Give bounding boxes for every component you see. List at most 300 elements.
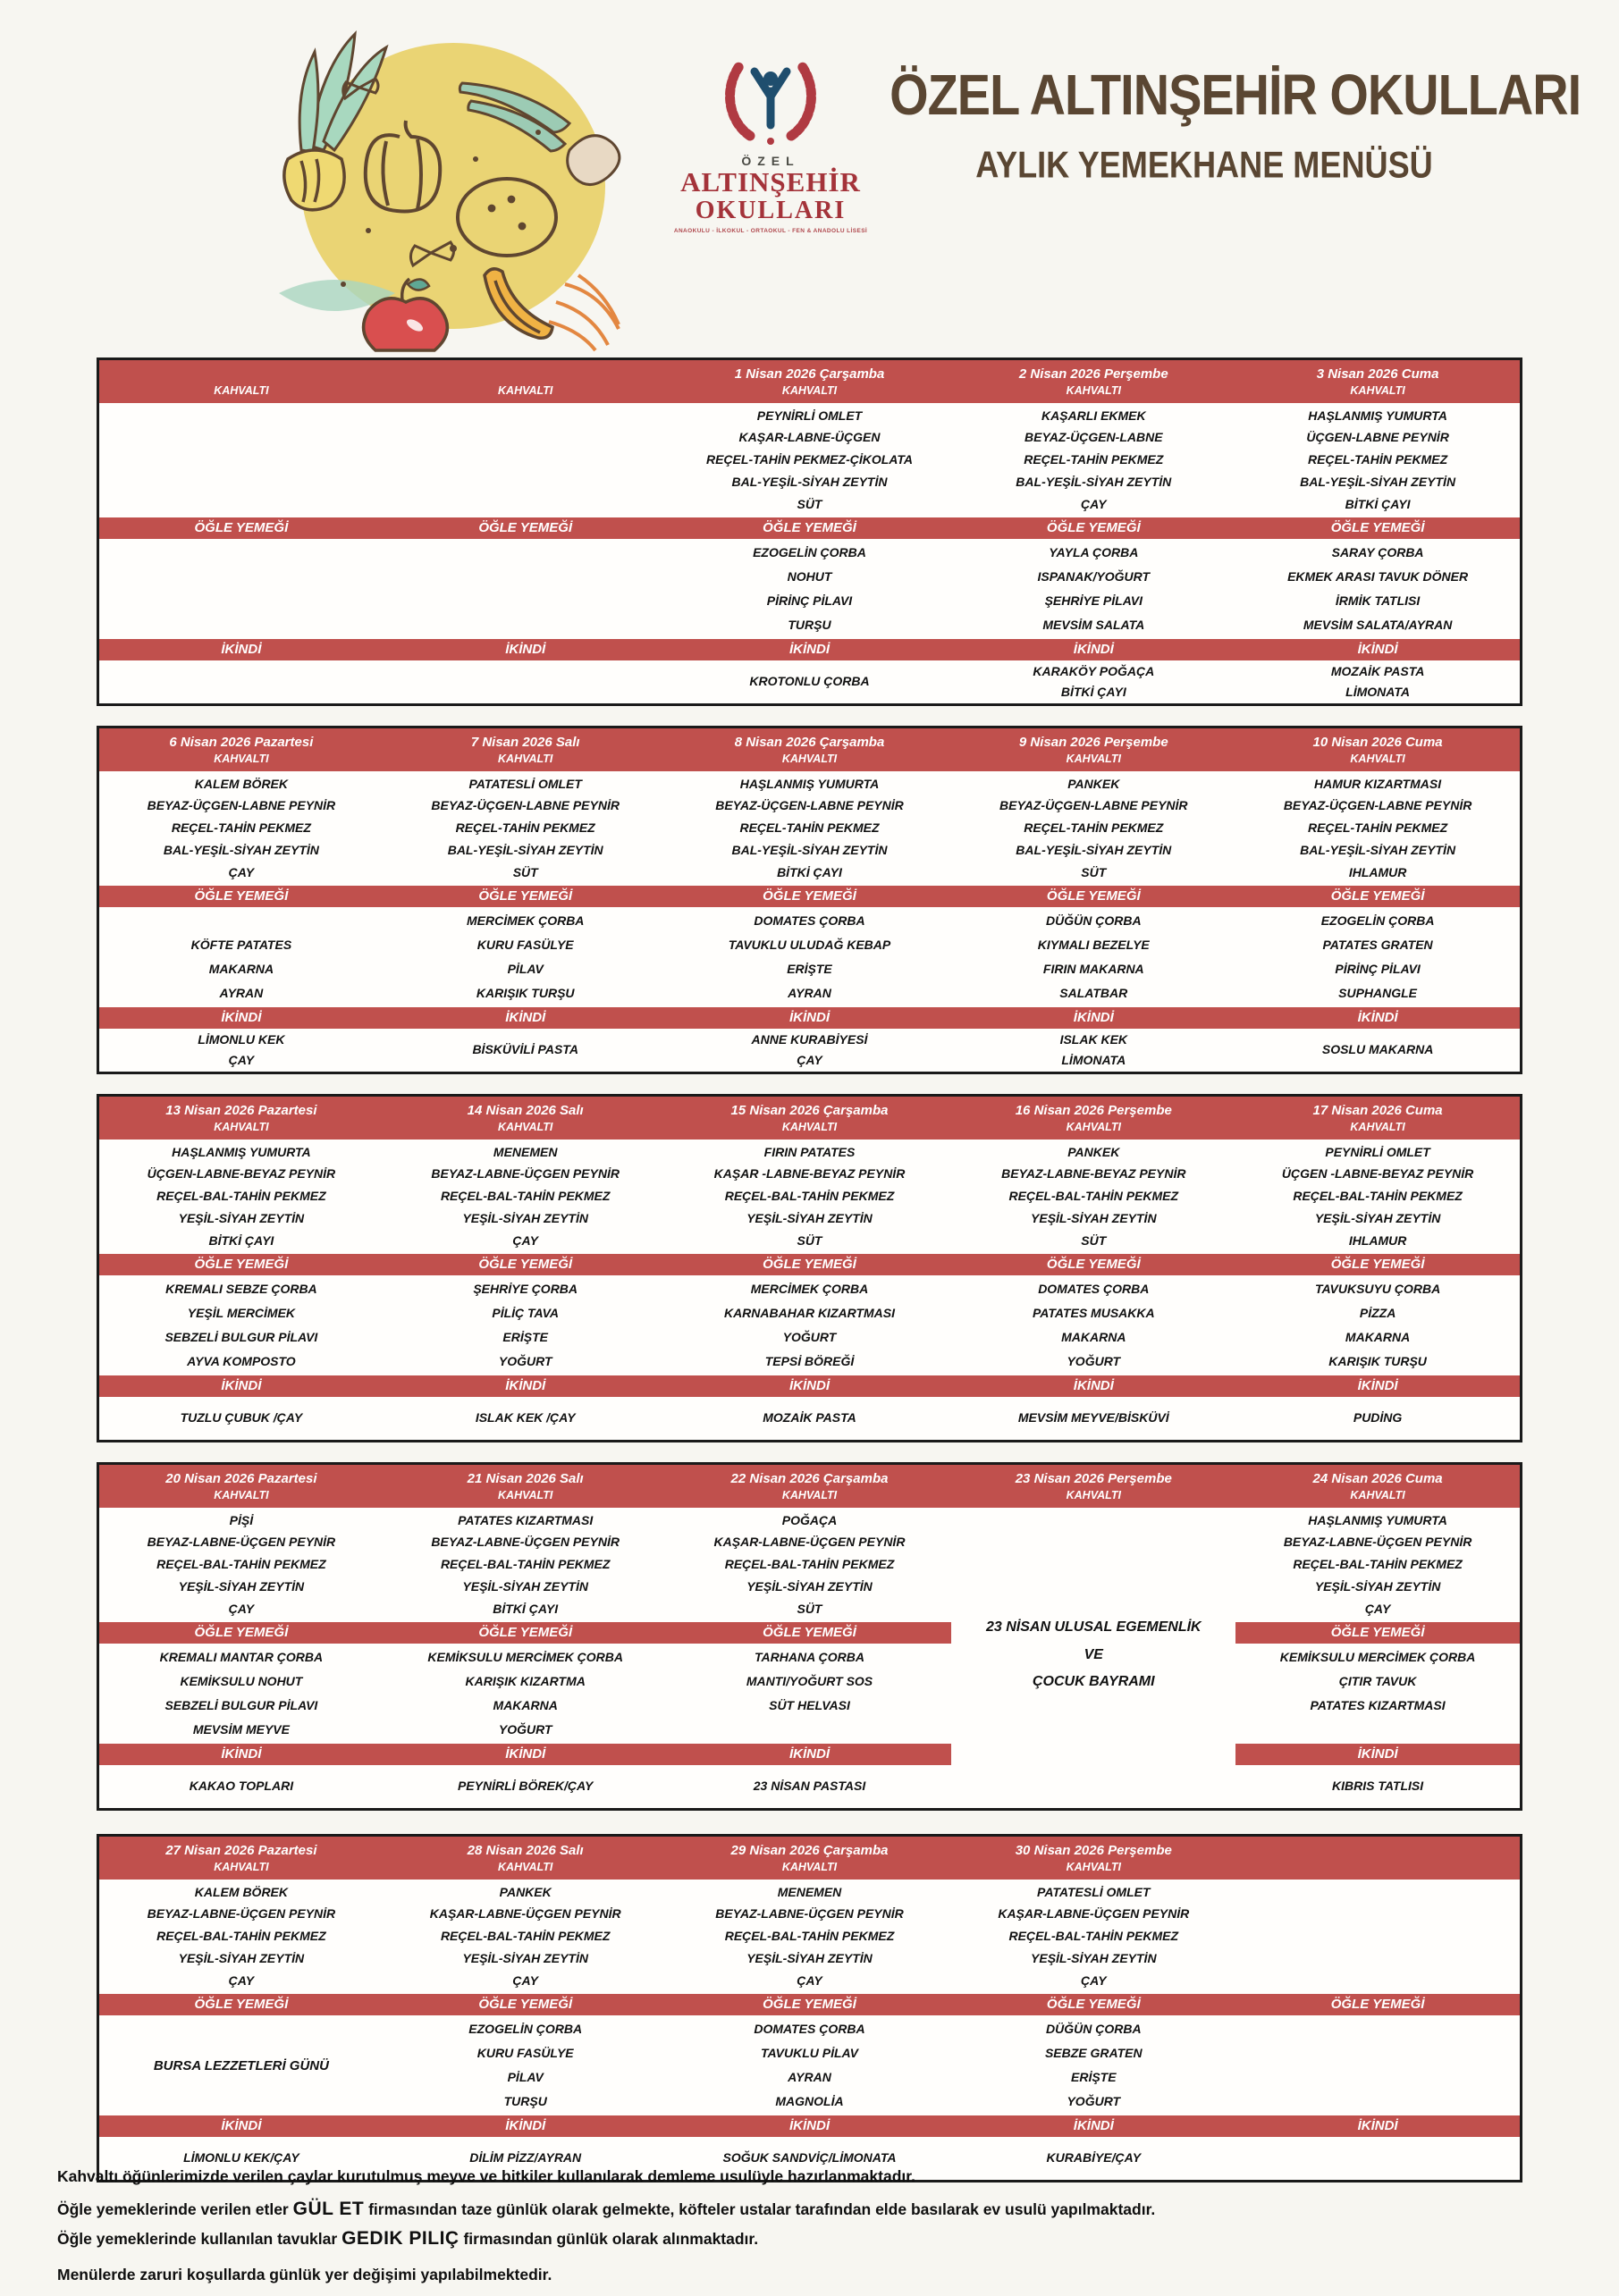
date-label: 27 Nisan 2026 Pazartesi bbox=[165, 1842, 317, 1858]
date-label: 9 Nisan 2026 Perşembe bbox=[1018, 734, 1168, 750]
snack-section-label: İKİNDİ bbox=[384, 1744, 668, 1765]
menu-item: ERİŞTE bbox=[1071, 2069, 1117, 2084]
day-header-band bbox=[668, 728, 952, 771]
day-column bbox=[668, 360, 952, 703]
menu-item: REÇEL-BAL-TAHİN PEKMEZ bbox=[1008, 1929, 1179, 1944]
menu-item: PANKEK bbox=[1067, 1144, 1120, 1159]
breakfast-section-label: KAHVALTI bbox=[1350, 1121, 1405, 1133]
breakfast-items bbox=[1235, 1508, 1520, 1622]
menu-item: DİLİM PİZZ/AYRAN bbox=[469, 2150, 582, 2166]
menu-item: PİZZA bbox=[1359, 1305, 1396, 1320]
day-header-band bbox=[384, 728, 668, 771]
snack-section-label: İKİNDİ bbox=[99, 639, 384, 660]
lunch-items bbox=[99, 2015, 384, 2115]
lunch-items bbox=[951, 1275, 1235, 1375]
day-column bbox=[951, 360, 1235, 703]
snack-items bbox=[951, 1397, 1235, 1440]
menu-item: BEYAZ-ÜÇGEN-LABNE bbox=[1025, 430, 1163, 445]
date-label: 30 Nisan 2026 Perşembe bbox=[1015, 1842, 1172, 1858]
week-table bbox=[97, 726, 1522, 1074]
menu-item bbox=[101, 914, 382, 929]
date-label: 8 Nisan 2026 Çarşamba bbox=[734, 734, 885, 750]
breakfast-section-label: KAHVALTI bbox=[498, 384, 553, 397]
menu-item: REÇEL-TAHİN PEKMEZ bbox=[1308, 820, 1448, 836]
menu-item: BEYAZ-LABNE-BEYAZ PEYNİR bbox=[1001, 1166, 1186, 1182]
lunch-items bbox=[99, 907, 384, 1007]
menu-item: BİTKİ ÇAYI bbox=[1060, 684, 1126, 699]
lunch-section-label: ÖĞLE YEMEĞİ bbox=[1235, 1254, 1520, 1275]
lunch-section-label: ÖĞLE YEMEĞİ bbox=[384, 1254, 668, 1275]
day-column bbox=[668, 728, 952, 1072]
date-label: 16 Nisan 2026 Perşembe bbox=[1015, 1102, 1172, 1118]
snack-items bbox=[1235, 660, 1520, 703]
menu-item: ERİŞTE bbox=[502, 1329, 548, 1344]
menu-item: ÇITIR TAVUK bbox=[1338, 1673, 1417, 1688]
day-header-band bbox=[668, 360, 952, 403]
breakfast-items bbox=[99, 771, 384, 886]
logo-ozel-text: ÖZEL bbox=[741, 154, 800, 168]
menu-item: KAŞAR-LABNE-ÜÇGEN PEYNİR bbox=[998, 1906, 1190, 1922]
menu-item: MEVSİM SALATA/AYRAN bbox=[1303, 617, 1453, 632]
snack-section-label: İKİNDİ bbox=[668, 1007, 952, 1029]
snack-section-label: İKİNDİ bbox=[668, 1744, 952, 1765]
menu-item: ISPANAK/YOĞURT bbox=[1037, 568, 1151, 584]
menu-item: KARAKÖY POĞAÇA bbox=[1033, 663, 1155, 678]
day-header-band bbox=[951, 360, 1235, 403]
menu-item: REÇEL-BAL-TAHİN PEKMEZ bbox=[724, 1189, 895, 1204]
menu-item: AYRAN bbox=[788, 985, 831, 1000]
menu-item: YOĞURT bbox=[498, 1353, 552, 1368]
menu-item: MENEMEN bbox=[493, 1144, 558, 1159]
footer-notes bbox=[57, 2165, 1577, 2296]
menu-item: SÜT bbox=[797, 1232, 822, 1248]
lunch-items bbox=[668, 1644, 952, 1744]
snack-section-label: İKİNDİ bbox=[951, 2115, 1235, 2137]
menu-item: TAVUKLU ULUDAĞ KEBAP bbox=[728, 937, 891, 952]
menu-item: YEŞİL MERCİMEK bbox=[187, 1305, 296, 1320]
holiday-text: ÇOCUK BAYRAMI bbox=[1032, 1674, 1155, 1690]
lunch-items bbox=[384, 907, 668, 1007]
lunch-section-label: ÖĞLE YEMEĞİ bbox=[99, 1994, 384, 2015]
week-table bbox=[97, 357, 1522, 706]
menu-item: ÇAY bbox=[228, 1601, 255, 1616]
breakfast-section-label: KAHVALTI bbox=[1350, 753, 1405, 765]
menu-item: REÇEL-BAL-TAHİN PEKMEZ bbox=[1008, 1189, 1179, 1204]
menu-item: ÜÇGEN-LABNE-BEYAZ PEYNİR bbox=[147, 1166, 336, 1182]
lunch-section-label: ÖĞLE YEMEĞİ bbox=[99, 886, 384, 907]
menu-item: YEŞİL-SİYAH ZEYTİN bbox=[178, 1578, 305, 1594]
menu-item: REÇEL-TAHİN PEKMEZ-ÇİKOLATA bbox=[706, 452, 913, 467]
menu-item: KIBRIS TATLISI bbox=[1332, 1779, 1424, 1794]
menu-item: ÇAY bbox=[1081, 1972, 1107, 1988]
menu-item: HAŞLANMIŞ YUMURTA bbox=[1308, 1512, 1447, 1527]
day-header-band bbox=[1235, 728, 1520, 771]
lunch-section-label: ÖĞLE YEMEĞİ bbox=[384, 517, 668, 539]
breakfast-items bbox=[1235, 1140, 1520, 1254]
menu-item: TAVUKSUYU ÇORBA bbox=[1314, 1281, 1441, 1296]
date-label: 2 Nisan 2026 Perşembe bbox=[1018, 366, 1168, 382]
menu-item: LİMONATA bbox=[1061, 1052, 1126, 1067]
day-header-band bbox=[951, 1465, 1235, 1508]
snack-section-label: İKİNDİ bbox=[668, 2115, 952, 2137]
note-text: firmasından taze günlük olarak gelmekte, köfteler ustalar tarafından elde basılarak ev usulü yapılmaktadır. bbox=[364, 2200, 1156, 2219]
breakfast-section-label: KAHVALTI bbox=[781, 1489, 838, 1501]
lunch-section-label: ÖĞLE YEMEĞİ bbox=[951, 1994, 1235, 2015]
snack-section-label: İKİNDİ bbox=[99, 1007, 384, 1029]
lunch-section-label: ÖĞLE YEMEĞİ bbox=[951, 886, 1235, 907]
menu-item: POĞAÇA bbox=[781, 1512, 838, 1527]
menu-item: REÇEL-TAHİN PEKMEZ bbox=[1308, 452, 1448, 467]
date-label: 13 Nisan 2026 Pazartesi bbox=[165, 1102, 317, 1118]
menu-item: FIRIN MAKARNA bbox=[1042, 961, 1144, 976]
logo-school-name2: OKULLARI bbox=[695, 196, 847, 224]
menu-item: KARIŞIK TURŞU bbox=[1328, 1353, 1427, 1368]
menu-item: KIYMALI BEZELYE bbox=[1037, 937, 1150, 952]
breakfast-section-label: KAHVALTI bbox=[781, 1121, 838, 1133]
menu-item: TURŞU bbox=[503, 2093, 547, 2108]
menu-item: BEYAZ-ÜÇGEN-LABNE PEYNİR bbox=[147, 798, 336, 813]
day-column bbox=[1235, 1097, 1520, 1440]
day-header-band bbox=[99, 1465, 384, 1508]
menu-item: YAYLA ÇORBA bbox=[1049, 544, 1139, 559]
menu-item: MAKARNA bbox=[1345, 1329, 1411, 1344]
breakfast-section-label: KAHVALTI bbox=[1350, 1489, 1405, 1501]
day-header-band bbox=[951, 728, 1235, 771]
menu-item: REÇEL-BAL-TAHİN PEKMEZ bbox=[1293, 1557, 1463, 1572]
day-column bbox=[1235, 1837, 1520, 2180]
snack-section-label: İKİNDİ bbox=[99, 1744, 384, 1765]
menu-item: KREMALI SEBZE ÇORBA bbox=[165, 1281, 317, 1296]
menu-item: SEBZELİ BULGUR PİLAVI bbox=[164, 1697, 318, 1712]
breakfast-items bbox=[668, 1140, 952, 1254]
menu-item: MERCİMEK ÇORBA bbox=[750, 1281, 869, 1296]
day-column bbox=[99, 1837, 384, 2180]
date-label: 1 Nisan 2026 Çarşamba bbox=[734, 366, 885, 382]
menu-item: BEYAZ-ÜÇGEN-LABNE PEYNİR bbox=[715, 798, 904, 813]
menu-item: İRMİK TATLISI bbox=[1335, 593, 1421, 608]
menu-item: BEYAZ-ÜÇGEN-LABNE PEYNİR bbox=[431, 798, 620, 813]
holiday-cell bbox=[951, 1508, 1235, 1803]
snack-items bbox=[1235, 1765, 1520, 1808]
day-column bbox=[668, 1465, 952, 1808]
menu-item: MOZAİK PASTA bbox=[1330, 663, 1425, 678]
snack-items bbox=[99, 1397, 384, 1440]
menu-item: ERİŞTE bbox=[787, 961, 832, 976]
breakfast-items bbox=[1235, 1880, 1520, 1994]
breakfast-items bbox=[99, 403, 384, 517]
menu-item: PATATES MUSAKKA bbox=[1032, 1305, 1155, 1320]
holiday-text: VE bbox=[1084, 1646, 1103, 1662]
day-header-band bbox=[384, 1465, 668, 1508]
snack-items bbox=[384, 660, 668, 703]
breakfast-section-label: KAHVALTI bbox=[781, 753, 838, 765]
day-header-band bbox=[1235, 360, 1520, 403]
menu-item: TUZLU ÇUBUK /ÇAY bbox=[180, 1410, 303, 1426]
menu-item: PATATES KIZARTMASI bbox=[458, 1512, 594, 1527]
day-header-band bbox=[99, 360, 384, 403]
date-label: 17 Nisan 2026 Cuma bbox=[1312, 1102, 1443, 1118]
snack-section-label: İKİNDİ bbox=[99, 1375, 384, 1397]
menu-item: PATATES KIZARTMASI bbox=[1310, 1697, 1446, 1712]
snack-section-label: İKİNDİ bbox=[668, 639, 952, 660]
note-text: Menülerde zaruri koşullarda günlük yer değişimi yapılabilmektedir. bbox=[57, 2265, 552, 2283]
menu-item: AYRAN bbox=[219, 985, 264, 1000]
lunch-items bbox=[384, 2015, 668, 2115]
lunch-section-label: ÖĞLE YEMEĞİ bbox=[1235, 1622, 1520, 1644]
menu-item: EZOGELİN ÇORBA bbox=[1320, 913, 1435, 928]
menu-item: AYVA KOMPOSTO bbox=[187, 1353, 296, 1368]
week-table bbox=[97, 1462, 1522, 1811]
snack-items bbox=[951, 1029, 1235, 1072]
day-header-band bbox=[1235, 1097, 1520, 1140]
menu-item: MAKARNA bbox=[493, 1697, 558, 1712]
lunch-section-label: ÖĞLE YEMEĞİ bbox=[384, 1994, 668, 2015]
footer-note bbox=[57, 2165, 1577, 2188]
menu-item: PUDİNG bbox=[1353, 1410, 1403, 1426]
menu-item: SÜT HELVASI bbox=[769, 1697, 850, 1712]
menu-item: KROTONLU ÇORBA bbox=[749, 674, 870, 689]
menu-item: EZOGELİN ÇORBA bbox=[468, 2021, 583, 2036]
day-column bbox=[951, 1837, 1235, 2180]
menu-item: YEŞİL-SİYAH ZEYTİN bbox=[1314, 1578, 1441, 1594]
breakfast-section-label: KAHVALTI bbox=[214, 753, 269, 765]
menu-item: PATATESLİ OMLET bbox=[468, 776, 582, 791]
menu-item: BEYAZ-ÜÇGEN-LABNE PEYNİR bbox=[1283, 798, 1472, 813]
menu-item: PEYNİRLİ BÖREK/ÇAY bbox=[457, 1779, 594, 1794]
breakfast-section-label: KAHVALTI bbox=[1066, 1489, 1121, 1501]
day-header-band bbox=[951, 1837, 1235, 1880]
menu-item: KALEM BÖREK bbox=[194, 1884, 289, 1899]
date-label: 21 Nisan 2026 Salı bbox=[467, 1470, 584, 1486]
menu-item: DÜĞÜN ÇORBA bbox=[1046, 913, 1142, 928]
menu-item: REÇEL-TAHİN PEKMEZ bbox=[739, 820, 880, 836]
menu-item: ÜÇGEN-LABNE PEYNİR bbox=[1306, 430, 1449, 445]
menu-item: TURŞU bbox=[788, 617, 831, 632]
menu-item: REÇEL-BAL-TAHİN PEKMEZ bbox=[156, 1189, 326, 1204]
menu-item: AYRAN bbox=[788, 2069, 831, 2084]
menu-item: REÇEL-TAHİN PEKMEZ bbox=[171, 820, 311, 836]
breakfast-items bbox=[668, 1508, 952, 1622]
menu-item: PANKEK bbox=[1067, 776, 1120, 791]
lunch-section-label: ÖĞLE YEMEĞİ bbox=[668, 1622, 952, 1644]
snack-items bbox=[951, 660, 1235, 703]
menu-item: PEYNİRLİ OMLET bbox=[756, 408, 863, 423]
menu-item: EKMEK ARASI TAVUK DÖNER bbox=[1287, 568, 1469, 584]
menu-item: MAKARNA bbox=[1061, 1329, 1126, 1344]
day-column bbox=[99, 1097, 384, 1440]
snack-section-label: İKİNDİ bbox=[384, 639, 668, 660]
date-label bbox=[1235, 1842, 1520, 1860]
menu-item: SÜT bbox=[797, 1601, 822, 1616]
menu-item: BİTKİ ÇAYI bbox=[208, 1232, 274, 1248]
lunch-items bbox=[1235, 2015, 1520, 2115]
menu-item: KALEM BÖREK bbox=[194, 776, 289, 791]
breakfast-items bbox=[951, 1140, 1235, 1254]
menu-item: ÇAY bbox=[1081, 496, 1107, 511]
note-text: Kahvaltı öğünlerimizde verilen çaylar kurutulmuş meyve ve bitkiler kullanılarak demleme usulüyle hazırlanmaktadır. bbox=[57, 2167, 915, 2185]
lunch-items bbox=[951, 907, 1235, 1007]
menu-item: MOZAİK PASTA bbox=[763, 1410, 856, 1426]
menu-item: KAŞAR-LABNE-ÜÇGEN PEYNİR bbox=[429, 1906, 621, 1922]
menu-item: KEMİKSULU MERCİMEK ÇORBA bbox=[427, 1649, 623, 1664]
day-header-band bbox=[668, 1837, 952, 1880]
menu-item: PİLAV bbox=[507, 2069, 544, 2084]
snack-items bbox=[1235, 1029, 1520, 1072]
day-header-band bbox=[384, 1097, 668, 1140]
breakfast-items bbox=[668, 403, 952, 517]
lunch-items bbox=[1235, 907, 1520, 1007]
menu-item: SOĞUK SANDVİÇ/LİMONATA bbox=[722, 2150, 897, 2166]
menu-item: KREMALI MANTAR ÇORBA bbox=[159, 1649, 324, 1664]
menu-item: YEŞİL-SİYAH ZEYTİN bbox=[462, 1578, 588, 1594]
menu-item: SÜT bbox=[512, 864, 538, 879]
lunch-items bbox=[384, 1275, 668, 1375]
breakfast-items bbox=[99, 1140, 384, 1254]
menu-item: BAL-YEŞİL-SİYAH ZEYTİN bbox=[1300, 842, 1456, 857]
breakfast-section-label: KAHVALTI bbox=[1066, 1861, 1121, 1873]
menu-item: MENEMEN bbox=[777, 1884, 842, 1899]
snack-section-label: İKİNDİ bbox=[99, 2115, 384, 2137]
date-label: 6 Nisan 2026 Pazartesi bbox=[169, 734, 314, 750]
snack-section-label: İKİNDİ bbox=[1235, 1007, 1520, 1029]
menu-item: BAL-YEŞİL-SİYAH ZEYTİN bbox=[447, 842, 603, 857]
day-column bbox=[384, 1097, 668, 1440]
menu-item: ÇAY bbox=[512, 1972, 538, 1988]
menu-item: YEŞİL-SİYAH ZEYTİN bbox=[178, 1950, 305, 1965]
menu-item: YEŞİL-SİYAH ZEYTİN bbox=[746, 1950, 873, 1965]
snack-items bbox=[668, 1397, 952, 1440]
lunch-items bbox=[99, 539, 384, 639]
snack-section-label: İKİNDİ bbox=[668, 1375, 952, 1397]
menu-item: SALATBAR bbox=[1059, 985, 1128, 1000]
menu-item: BAL-YEŞİL-SİYAH ZEYTİN bbox=[1016, 474, 1172, 489]
menu-item: HAŞLANMIŞ YUMURTA bbox=[172, 1144, 311, 1159]
menu-item: KEMİKSULU NOHUT bbox=[180, 1673, 303, 1688]
special-day-item: BURSA LEZZETLERİ GÜNÜ bbox=[153, 2057, 329, 2073]
snack-items bbox=[384, 1397, 668, 1440]
laurel-wreath-icon bbox=[716, 46, 825, 152]
breakfast-items bbox=[951, 403, 1235, 517]
brand-name: GEDIK PILIÇ bbox=[342, 2227, 460, 2249]
breakfast-section-label: KAHVALTI bbox=[214, 1861, 269, 1873]
breakfast-section-label: KAHVALTI bbox=[214, 1489, 269, 1501]
menu-item: MEVSİM MEYVE/BİSKÜVİ bbox=[1017, 1410, 1169, 1426]
snack-section-label: İKİNDİ bbox=[951, 1007, 1235, 1029]
week-table bbox=[97, 1094, 1522, 1442]
menu-item: REÇEL-BAL-TAHİN PEKMEZ bbox=[156, 1557, 326, 1572]
lunch-items bbox=[951, 2015, 1235, 2115]
lunch-section-label: ÖĞLE YEMEĞİ bbox=[951, 517, 1235, 539]
week-table bbox=[97, 1834, 1522, 2182]
menu-item: TARHANA ÇORBA bbox=[755, 1649, 864, 1664]
menu-item: LİMONATA bbox=[1345, 684, 1410, 699]
menu-item: YEŞİL-SİYAH ZEYTİN bbox=[746, 1210, 873, 1225]
menu-item: KURABİYE/ÇAY bbox=[1046, 2150, 1142, 2166]
menu-item: DOMATES ÇORBA bbox=[1038, 1281, 1150, 1296]
lunch-items bbox=[384, 1644, 668, 1744]
breakfast-section-label: KAHVALTI bbox=[214, 384, 269, 397]
snack-section-label: İKİNDİ bbox=[1235, 1375, 1520, 1397]
menu-item: MAKARNA bbox=[208, 961, 274, 976]
day-header-band bbox=[99, 728, 384, 771]
lunch-items bbox=[668, 539, 952, 639]
menu-item: YEŞİL-SİYAH ZEYTİN bbox=[462, 1210, 588, 1225]
day-column bbox=[1235, 728, 1520, 1072]
menu-item: KAŞAR-LABNE-ÜÇGEN bbox=[738, 430, 881, 445]
lunch-section-label: ÖĞLE YEMEĞİ bbox=[668, 1254, 952, 1275]
menu-item: PİRİNÇ PİLAVI bbox=[1335, 961, 1421, 976]
menu-item: SÜT bbox=[797, 496, 822, 511]
menu-item: REÇEL-BAL-TAHİN PEKMEZ bbox=[156, 1929, 326, 1944]
monthly-menu bbox=[97, 357, 1522, 2202]
footer-note bbox=[57, 2198, 1577, 2221]
menu-item: KAŞAR -LABNE-BEYAZ PEYNİR bbox=[713, 1166, 906, 1182]
menu-item: KAKAO TOPLARI bbox=[189, 1779, 294, 1794]
date-label: 24 Nisan 2026 Cuma bbox=[1312, 1470, 1443, 1486]
lunch-items bbox=[99, 1644, 384, 1744]
menu-item: REÇEL-BAL-TAHİN PEKMEZ bbox=[440, 1929, 611, 1944]
date-label: 10 Nisan 2026 Cuma bbox=[1312, 734, 1443, 750]
menu-item: IHLAMUR bbox=[1348, 864, 1407, 879]
menu-item: ANNE KURABİYESİ bbox=[751, 1031, 868, 1047]
day-column bbox=[384, 728, 668, 1072]
breakfast-items bbox=[384, 771, 668, 886]
breakfast-section-label: KAHVALTI bbox=[781, 1861, 838, 1873]
lunch-section-label: ÖĞLE YEMEĞİ bbox=[1235, 886, 1520, 907]
menu-item: HAŞLANMIŞ YUMURTA bbox=[739, 776, 880, 791]
menu-item: REÇEL-BAL-TAHİN PEKMEZ bbox=[724, 1557, 895, 1572]
menu-item: BİTKİ ÇAYI bbox=[777, 864, 842, 879]
menu-item: BEYAZ-LABNE-ÜÇGEN PEYNİR bbox=[431, 1166, 620, 1182]
menu-item: MEVSİM MEYVE bbox=[192, 1721, 290, 1737]
menu-item: BEYAZ-LABNE-ÜÇGEN PEYNİR bbox=[1283, 1535, 1472, 1550]
lunch-section-label: ÖĞLE YEMEĞİ bbox=[1235, 517, 1520, 539]
menu-item: DÜĞÜN ÇORBA bbox=[1046, 2021, 1142, 2036]
lunch-items bbox=[384, 539, 668, 639]
day-header-band bbox=[99, 1837, 384, 1880]
menu-item: BEYAZ-LABNE-ÜÇGEN PEYNİR bbox=[147, 1906, 336, 1922]
snack-section-label: İKİNDİ bbox=[384, 1375, 668, 1397]
menu-item: ÇAY bbox=[228, 864, 255, 879]
menu-item: KARIŞIK TURŞU bbox=[476, 985, 575, 1000]
day-column bbox=[384, 1837, 668, 2180]
menu-item: BİTKİ ÇAYI bbox=[1345, 496, 1411, 511]
snack-items bbox=[384, 1765, 668, 1808]
snack-items bbox=[668, 1765, 952, 1808]
menu-item: NOHUT bbox=[787, 568, 832, 584]
menu-item: ŞEHRİYE PİLAVI bbox=[1044, 593, 1143, 608]
menu-item: 23 NİSAN PASTASI bbox=[753, 1779, 866, 1794]
menu-item: BAL-YEŞİL-SİYAH ZEYTİN bbox=[731, 842, 888, 857]
menu-item: YOĞURT bbox=[498, 1721, 552, 1737]
snack-items bbox=[1235, 1397, 1520, 1440]
menu-item: REÇEL-BAL-TAHİN PEKMEZ bbox=[1293, 1189, 1463, 1204]
day-header-band bbox=[1235, 1465, 1520, 1508]
menu-item: REÇEL-TAHİN PEKMEZ bbox=[1024, 820, 1164, 836]
breakfast-items bbox=[951, 771, 1235, 886]
day-column bbox=[668, 1837, 952, 2180]
day-header-band bbox=[668, 1465, 952, 1508]
breakfast-section-label: KAHVALTI bbox=[498, 1861, 553, 1873]
menu-item: IHLAMUR bbox=[1348, 1232, 1407, 1248]
menu-item: PİŞİ bbox=[229, 1512, 254, 1527]
lunch-section-label: ÖĞLE YEMEĞİ bbox=[99, 517, 384, 539]
lunch-section-label: ÖĞLE YEMEĞİ bbox=[951, 1254, 1235, 1275]
breakfast-section-label: KAHVALTI bbox=[1350, 384, 1405, 397]
note-text: Öğle yemeklerinde verilen etler bbox=[57, 2200, 293, 2219]
menu-item: ÇAY bbox=[228, 1972, 255, 1988]
menu-item: ÇAY bbox=[1364, 1601, 1391, 1616]
